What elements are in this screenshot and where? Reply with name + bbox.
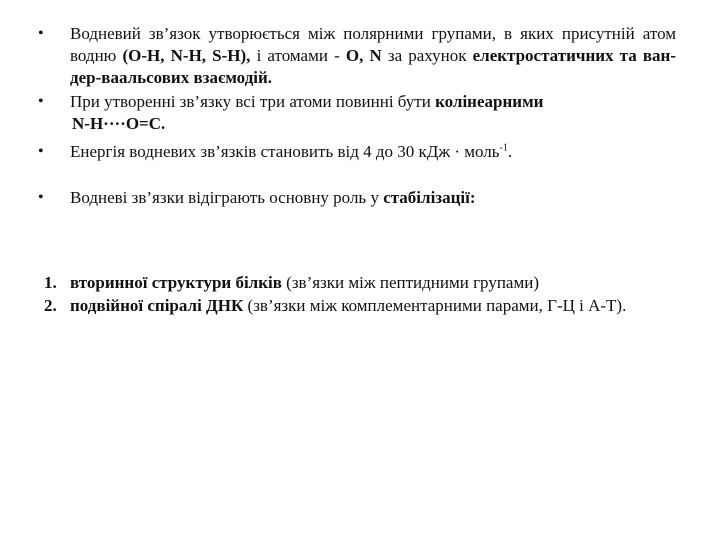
bullet-groups-text: (О-Н, N-H, S-H), — [122, 46, 251, 65]
bullet-text: При утворенні зв’язку всі три атоми повинні бути — [70, 92, 436, 111]
item-text: (зв’язки між комплементарними парами, Г-Ц і А-Т). — [243, 296, 627, 315]
bullet-interactions-text: електростатичних та ван-дер-ваальсових взаємодій. — [70, 46, 676, 87]
bullet-marker: • — [38, 25, 44, 42]
item-bold-text: вторинної структури білків — [70, 273, 282, 292]
item-number: 1. — [44, 273, 57, 292]
bullet-text: і атомами - — [250, 46, 346, 65]
item-bold-text: подвійної спіралі ДНК — [70, 296, 244, 315]
bullet-collinear-text: колінеарними — [435, 92, 544, 111]
bullet-atoms-text: O, N — [345, 46, 382, 65]
numbered-list — [44, 271, 680, 317]
item-number: 2. — [44, 296, 57, 315]
bond-formula: N-H····O=C. — [72, 114, 166, 133]
bullet-text: за рахунок — [381, 46, 473, 65]
bullet-list — [36, 23, 676, 209]
numbered-item-dna-helix — [44, 294, 680, 317]
unit-exponent: -1 — [499, 142, 508, 154]
bullet-marker: • — [38, 189, 44, 206]
bullet-item-collinear — [36, 91, 676, 135]
bullet-text: Водневі зв’язки відіграють основну роль у — [70, 188, 384, 207]
numbered-item-protein-structure — [44, 271, 680, 294]
bullet-text: Енергія водневих зв’язків становить від 4 до 30 кДж · моль — [70, 142, 500, 161]
bullet-stabilization-text: стабілізації: — [383, 188, 476, 207]
bullet-item-stabilization — [36, 187, 676, 209]
bullet-text: . — [507, 142, 513, 161]
bullet-marker: • — [38, 93, 44, 110]
item-text: (зв’язки між пептидними групами) — [281, 273, 539, 292]
bullet-text: Водневий зв’язок утворюється між полярними групами, в яких присутній атом водню — [70, 24, 676, 65]
bullet-item-energy — [36, 141, 676, 163]
bullet-item-hydrogen-bond-formation — [36, 23, 676, 89]
bullet-marker: • — [38, 143, 44, 160]
